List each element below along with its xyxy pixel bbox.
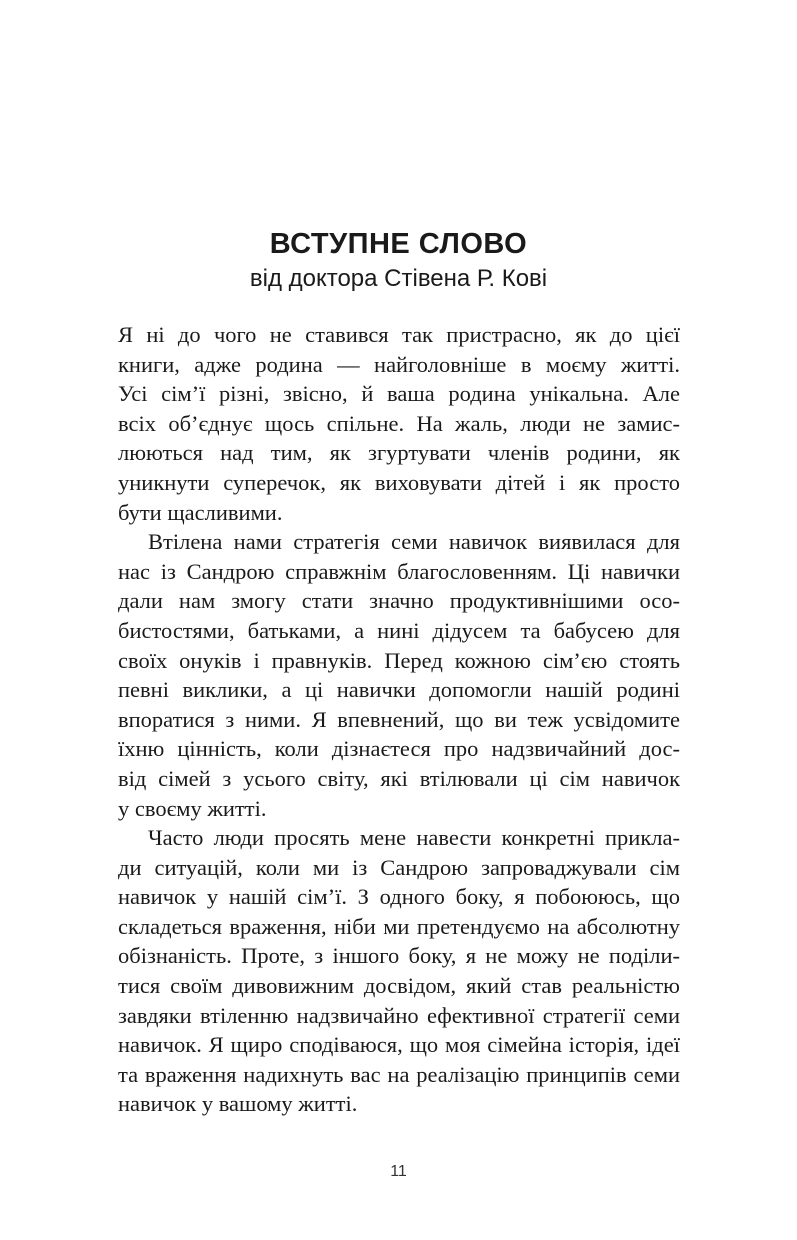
text-line: тися своїм дивовижним досвідом, який став реальністю <box>118 973 680 999</box>
text-line: Часто люди просять мене навести конкретні прикла- <box>148 825 680 851</box>
text-line: уникнути суперечок, як виховувати дітей і як просто <box>118 469 680 495</box>
text-line: Втілена нами стратегія семи навичок виявилася для <box>148 529 680 555</box>
chapter-subtitle: від доктора Стівена Р. Кові <box>249 265 548 292</box>
text-line: ди ситуацій, коли ми із Сандрою запроваджували сім <box>118 854 680 880</box>
text-line: навичок у нашій сім’ї. З одного боку, я побоююсь, що <box>118 884 680 910</box>
chapter-heading <box>0 226 797 296</box>
paragraph <box>118 527 680 823</box>
text-line: Я ні до чого не ставився так пристрасно, як до цієї <box>118 322 680 347</box>
text-line: нас із Сандрою справжнім благословенням. Ці навички <box>118 558 680 584</box>
text-line: завдяки втіленню надзвичайно ефективної стратегії семи <box>118 1002 680 1028</box>
text-line: та враження надихнуть вас на реалізацію принципів семи <box>118 1061 680 1087</box>
text-line: книги, адже родина — найголовніше в моєму житті. <box>118 351 680 377</box>
chapter-body <box>118 320 680 1119</box>
page-number: 11 <box>390 1163 407 1180</box>
text-line: складеться враження, ніби ми претендуємо на абсолютну <box>118 913 680 939</box>
text-line: своїх онуків і правнуків. Перед кожною сім’єю стоять <box>118 647 680 673</box>
text-line: навичок. Я щиро сподіваюся, що моя сімейна історія, ідеї <box>118 1032 680 1058</box>
text-line: їхню цінність, коли дізнаєтеся про надзвичайний дос- <box>118 736 680 762</box>
text-line: від сімей з усього світу, які втілювали ці сім навичок <box>118 765 680 791</box>
paragraph <box>118 823 680 1119</box>
text-line: навичок у вашому житті. <box>118 1091 358 1117</box>
text-line: бистостями, батьками, а нині дідусем та бабусею для <box>118 617 680 643</box>
text-line: бути щасливими. <box>118 499 283 525</box>
text-line: впоратися з ними. Я впевнений, що ви теж усвідомите <box>118 706 680 732</box>
chapter-title: ВСТУПНЕ СЛОВО <box>269 228 528 260</box>
paragraph <box>118 320 680 527</box>
text-line: певні виклики, а ці навички допомогли нашій родині <box>118 677 680 703</box>
text-line: дали нам змогу стати значно продуктивнішими осо- <box>118 588 680 614</box>
text-line: Усі сім’ї різні, звісно, й ваша родина унікальна. Але <box>118 381 680 407</box>
text-line: всіх об’єднує щось спільне. На жаль, люди не замис- <box>118 410 680 436</box>
text-line: обізнаність. Проте, з іншого боку, я не можу не поділи- <box>118 943 680 969</box>
text-line: у своєму житті. <box>118 795 267 821</box>
text-line: люються над тим, як згуртувати членів родини, як <box>118 440 680 466</box>
